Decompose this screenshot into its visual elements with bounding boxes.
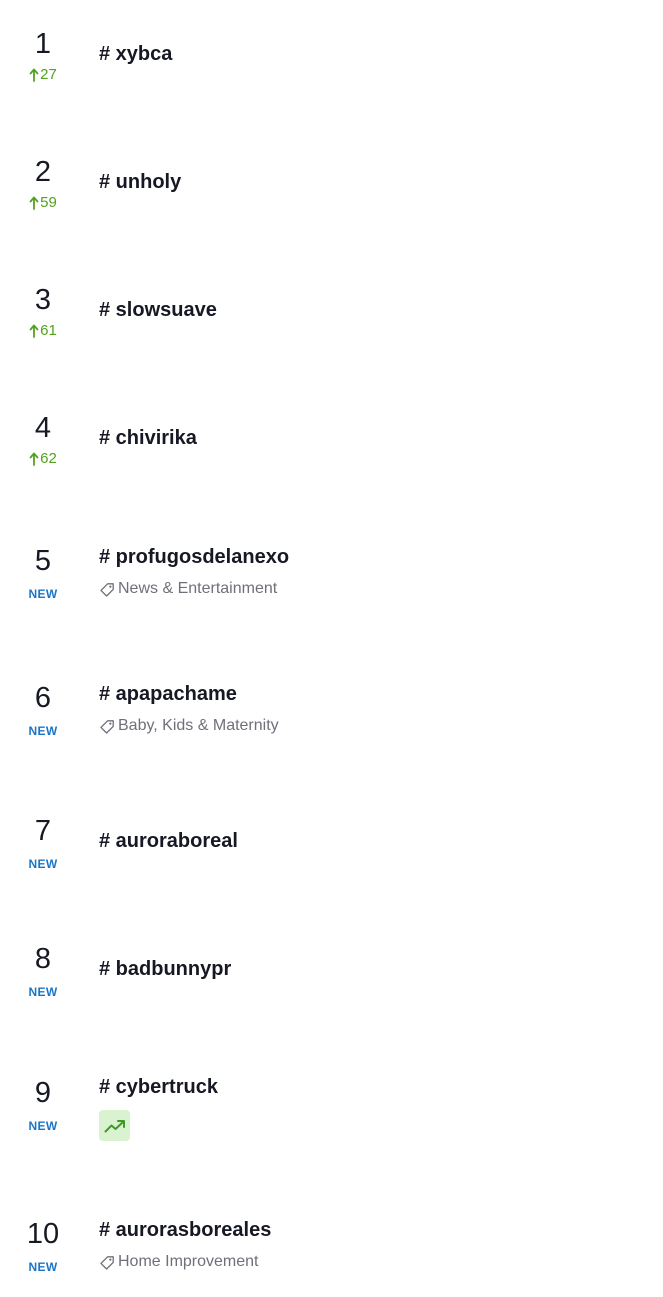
rank-column (0, 1077, 86, 1133)
hashtag-name[interactable]: # slowsuave (99, 299, 217, 321)
hashtag-name[interactable]: # xybca (99, 43, 173, 65)
hashtag-name[interactable]: # unholy (99, 171, 182, 193)
rank-column (0, 156, 86, 212)
rank-change-value: 27 (40, 66, 57, 83)
rank-number: 3 (34, 284, 52, 316)
hashtag-info (99, 298, 217, 322)
new-badge: NEW (28, 587, 58, 601)
hashtag-info (99, 682, 279, 736)
hashtag-name[interactable]: # cybertruck (99, 1076, 218, 1098)
new-badge: NEW (28, 857, 58, 871)
rank-number: 7 (34, 815, 52, 847)
category-text: Home Improvement (118, 1253, 259, 1270)
hashtag-info (99, 829, 238, 853)
rank-column (0, 1218, 86, 1274)
new-badge: NEW (28, 1119, 58, 1133)
arrow-up-icon (29, 196, 39, 210)
hashtag-info (99, 42, 172, 66)
hashtag-info (99, 1075, 218, 1141)
rank-number: 1 (34, 28, 52, 60)
hashtag-name[interactable]: # chivirika (99, 427, 197, 449)
rank-change-value: 62 (40, 450, 57, 467)
hashtag-info (99, 170, 181, 194)
rank-column (0, 28, 86, 84)
arrow-up-icon (29, 452, 39, 466)
arrow-up-icon (29, 68, 39, 82)
hashtag-info (99, 426, 197, 450)
rank-column (0, 284, 86, 340)
rank-number: 9 (34, 1077, 52, 1109)
category-label (99, 1252, 271, 1272)
new-badge: NEW (28, 724, 58, 738)
rank-column (0, 682, 86, 738)
rank-change (0, 450, 86, 468)
rank-change (0, 194, 86, 212)
hashtag-name[interactable]: # aurorasboreales (99, 1219, 272, 1241)
rank-number: 6 (34, 682, 52, 714)
rank-change (0, 322, 86, 340)
rank-column (0, 815, 86, 871)
rank-column (0, 943, 86, 999)
hashtag-name[interactable]: # badbunnypr (99, 958, 232, 980)
hashtag-info (99, 957, 231, 981)
rank-change-value: 59 (40, 194, 57, 211)
rank-number: 2 (34, 156, 52, 188)
rank-column (0, 412, 86, 468)
trending-up-icon (104, 1119, 126, 1133)
rank-column (0, 545, 86, 601)
hashtag-name[interactable]: # profugosdelanexo (99, 546, 290, 568)
rank-number: 5 (34, 545, 52, 577)
category-text: News & Entertainment (118, 580, 278, 597)
new-badge: NEW (28, 985, 58, 999)
rank-change (0, 66, 86, 84)
hashtag-name[interactable]: # apapachame (99, 683, 237, 705)
hashtag-info (99, 545, 289, 599)
rank-change-value: 61 (40, 322, 57, 339)
new-badge: NEW (28, 1260, 58, 1274)
tag-icon (99, 582, 115, 598)
category-text: Baby, Kids & Maternity (118, 717, 279, 734)
trending-badge (99, 1110, 130, 1141)
rank-number: 10 (26, 1218, 60, 1250)
arrow-up-icon (29, 324, 39, 338)
tag-icon (99, 1255, 115, 1271)
rank-number: 4 (34, 412, 52, 444)
category-label (99, 579, 289, 599)
tag-icon (99, 719, 115, 735)
rank-number: 8 (34, 943, 52, 975)
hashtag-name[interactable]: # auroraboreal (99, 830, 238, 852)
category-label (99, 716, 279, 736)
hashtag-info (99, 1218, 271, 1272)
